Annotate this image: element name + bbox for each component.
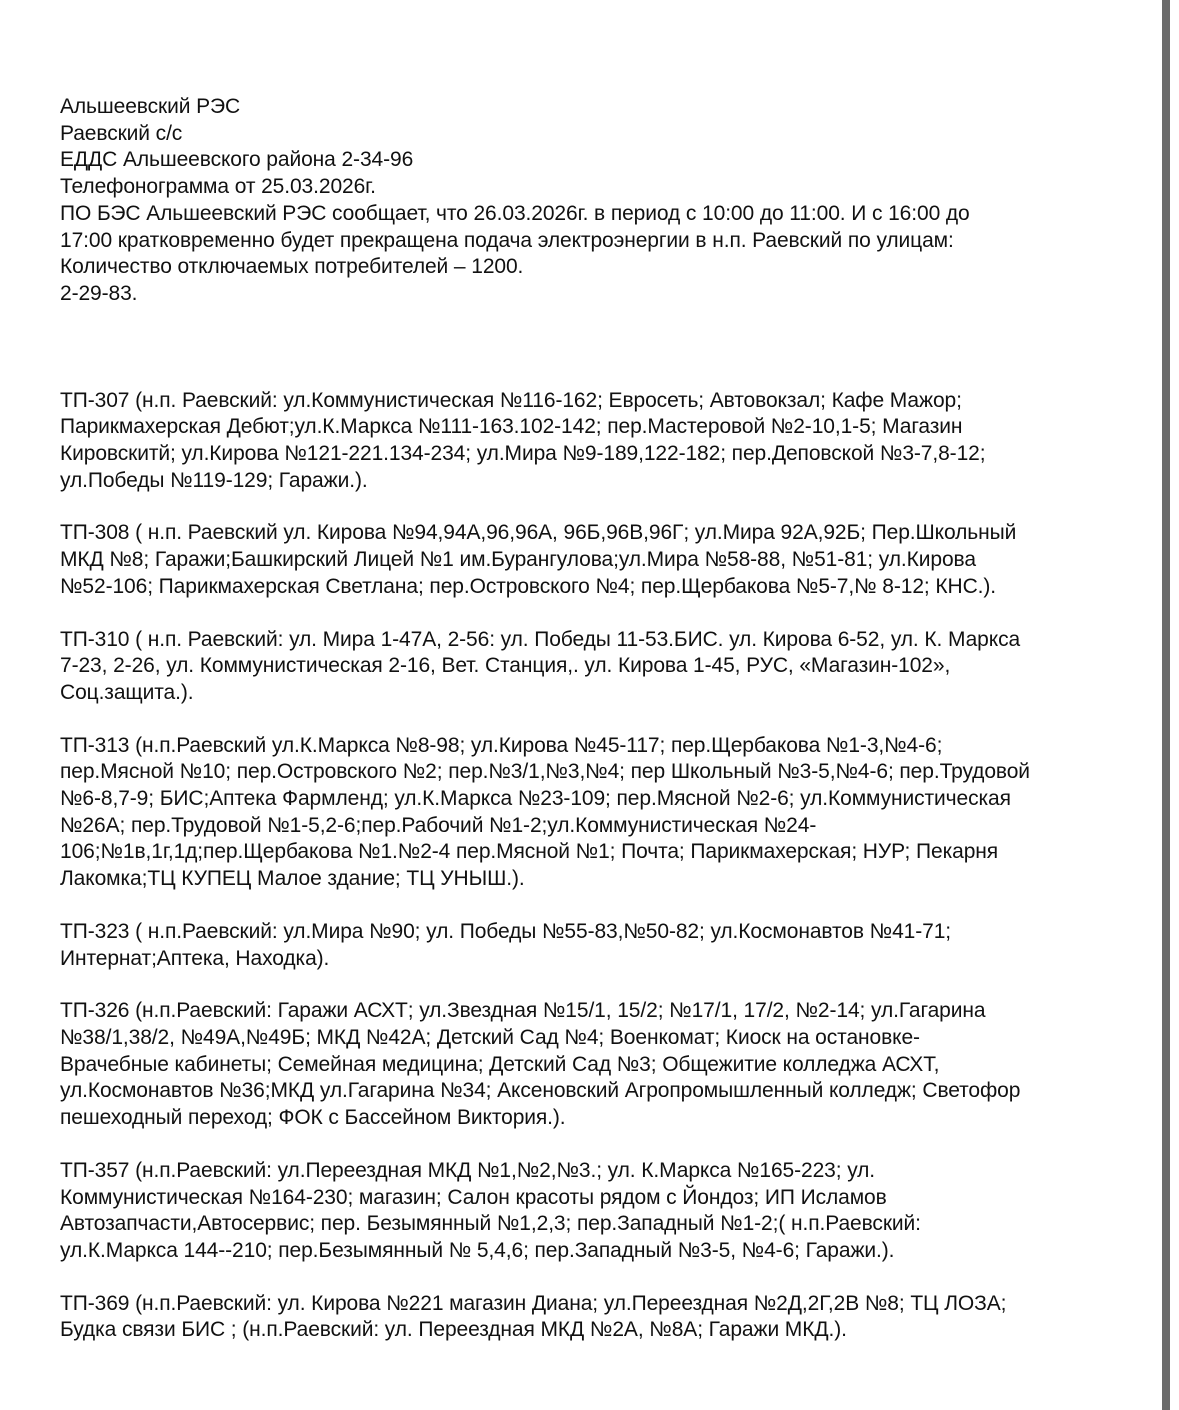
document-header bbox=[60, 94, 1158, 308]
substation-block-tp-369: ТП-369 (н.п.Раевский: ул. Кирова №221 магазин Диана; ул.Переездная №2Д,2Г,2В №8; ТЦ ЛОЗА; Будка связи БИС ; (н.п.Раевский: ул. Переездная МКД №2А, №8А; Гаражи МКД.). bbox=[60, 1291, 1007, 1342]
council-line: Раевский с/с bbox=[60, 121, 183, 145]
telephonogram-date-line: Телефонограмма от 25.03.2026г. bbox=[60, 175, 376, 199]
substation-block-tp-357: ТП-357 (н.п.Раевский: ул.Переездная МКД №1,№2,№3.; ул. К.Маркса №165-223; ул. Коммунистическая №164-230; магазин; Салон красоты рядом с Йондоз; ИП Исламов Автозапчасти,Автосервис; пер. Безымянный №1,2,3; пер.Западный №1-2;( н.п.Раевский: ул.К.Маркса 144--210; пер.Безымянный № 5,4,6; пер.Западный №3-5, №4-6; Гаражи.). bbox=[60, 1158, 921, 1262]
substation-block-tp-313: ТП-313 (н.п.Раевский ул.К.Маркса №8-98; ул.Кирова №45-117; пер.Щербакова №1-3,№4-6; пер.Мясной №10; пер.Островского №2; пер.№3/1,№3,№4; пер Школьный №3-5,№4-6; пер.Трудовой №6-8,7-9; БИС;Аптека Фармленд; ул.К.Маркса №23-109; пер.Мясной №2-6; ул.Коммунистическая №26А; пер.Трудовой №1-5,2-6;пер.Рабочий №1-2;ул.Коммунистическая №24- 106;№1в,1г,1д;пер.Щербакова №1.№2-4 пер.Мясной №1; Почта; Парикмахерская; НУР; Пекарня Лакомка;ТЦ КУПЕЦ Малое здание; ТЦ УНЫШ.). bbox=[60, 733, 1030, 891]
substation-block-tp-310: ТП-310 ( н.п. Раевский: ул. Мира 1-47А, 2-56: ул. Победы 11-53.БИС. ул. Кирова 6-52, ул. К. Маркса 7-23, 2-26, ул. Коммунистическая 2-16, Вет. Станция,. ул. Кирова 1-45, РУС, «Магазин-102», Соц.защита.). bbox=[60, 627, 1021, 704]
dispatch-line: ЕДДС Альшеевского района 2-34-96 bbox=[60, 148, 414, 172]
substation-block-tp-326: ТП-326 (н.п.Раевский: Гаражи АСХТ; ул.Звездная №15/1, 15/2; №17/1, 17/2, №2-14; ул.Гагарина №38/1,38/2, №49А,№49Б; МКД №42А; Детский Сад №4; Военкомат; Киоск на остановке- Врачебные кабинеты; Семейная медицина; Детский Сад №3; Общежитие колледжа АСХТ, ул.Космонавтов №36;МКД ул.Гагарина №34; Аксеновский Агропромышленный колледж; Светофор пешеходный переход; ФОК с Бассейном Виктория.). bbox=[60, 999, 1021, 1130]
substation-list bbox=[60, 388, 1158, 1344]
scrollbar-thumb[interactable] bbox=[1162, 0, 1170, 1410]
spacer bbox=[60, 308, 1158, 388]
document-body bbox=[60, 94, 1158, 1370]
substation-block-tp-323: ТП-323 ( н.п.Раевский: ул.Мира №90; ул. Победы №55-83,№50-82; ул.Космонавтов №41-71; Интернат;Аптека, Находка). bbox=[60, 919, 952, 970]
organization-line: Альшеевский РЭС bbox=[60, 95, 241, 118]
substation-block-tp-308: ТП-308 ( н.п. Раевский ул. Кирова №94,94А,96,96А, 96Б,96В,96Г; ул.Мира 92А,92Б; Пер.Школьный МКД №8; Гаражи;Башкирский Лицей №1 им.Бурангулова;ул.Мира №58-88, №51-81; ул.Кирова №52-106; Парикмахерская Светлана; пер.Островского №4; пер.Щербакова №5-7,№ 8-12; КНС.). bbox=[60, 521, 1017, 598]
substation-block-tp-307: ТП-307 (н.п. Раевский: ул.Коммунистическая №116-162; Евросеть; Автовокзал; Кафе Мажор; Парикмахерская Дебют;ул.К.Маркса №111-163.102-142; пер.Мастеровой №2-10,1-5; Магазин Кировскитй; ул.Кирова №121-221.134-234; ул.Мира №9-189,122-182; пер.Деповской №3-7,8-12; ул.Победы №119-129; Гаражи.). bbox=[60, 388, 986, 492]
outage-message: ПО БЭС Альшеевский РЭС сообщает, что 26.03.2026г. в период с 10:00 до 11:00. И с 16:00 до 17:00 кратковременно будет прекращена подача электроэнергии в н.п. Раевский по улицам: Количество отключаемых потребителей – 1200. 2-29-83. bbox=[60, 201, 970, 305]
